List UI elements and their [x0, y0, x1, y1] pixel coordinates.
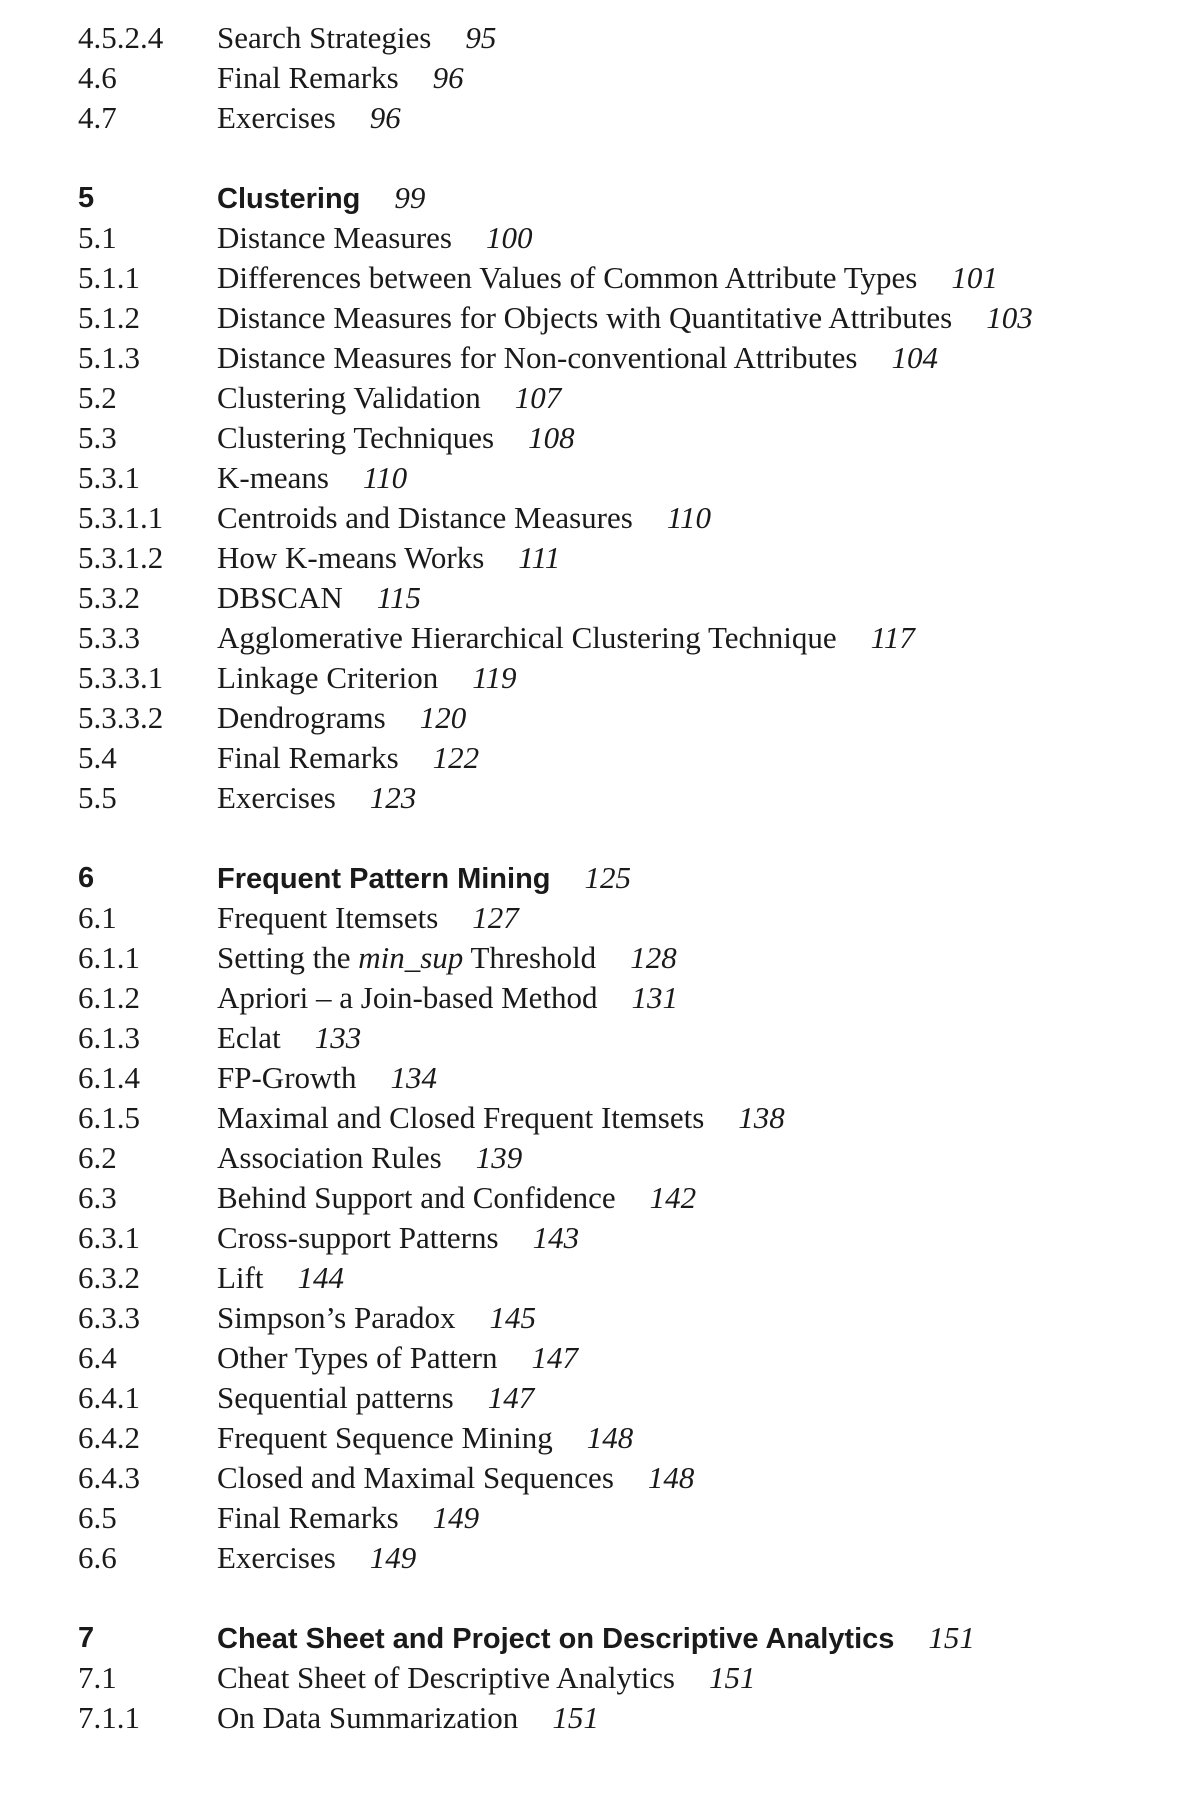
toc-entry-number: 5.3.1 — [78, 460, 140, 495]
toc-entry-title: Simpson’s Paradox — [217, 1300, 456, 1335]
toc-chapter-page: 151 — [928, 1620, 975, 1655]
toc-entry-number: 4.5.2.4 — [78, 20, 164, 55]
toc-entry[interactable] — [0, 18, 1203, 58]
toc-entry-title: How K-means Works — [217, 540, 485, 575]
toc-entry-page: 95 — [465, 20, 497, 55]
toc-entry-page: 107 — [514, 380, 562, 415]
toc-entry-page: 120 — [419, 700, 467, 735]
toc-chapter-title: Clustering — [217, 183, 361, 215]
toc-entry[interactable] — [0, 218, 1203, 258]
toc-entry[interactable] — [0, 1178, 1203, 1218]
toc-entry-page: 96 — [369, 100, 401, 135]
toc-entry-title: Clustering Validation — [217, 380, 481, 415]
toc-entry-number: 7.1.1 — [78, 1700, 140, 1735]
toc-entry[interactable] — [0, 618, 1203, 658]
toc-entry-page: 143 — [532, 1220, 580, 1255]
toc-entry[interactable] — [0, 1498, 1203, 1538]
toc-entry-page: 148 — [647, 1460, 695, 1495]
toc-entry-page: 110 — [362, 460, 408, 495]
toc-entry-title: Distance Measures for Objects with Quantitative Attributes — [217, 300, 953, 335]
toc-entry-page: 144 — [297, 1260, 344, 1295]
toc-entry-page: 128 — [630, 940, 677, 975]
toc-entry-title: Differences between Values of Common Attribute Types — [217, 260, 918, 295]
toc-entry-title: Exercises — [217, 1540, 336, 1575]
toc-entry-title: DBSCAN — [217, 580, 343, 615]
toc-entry[interactable] — [0, 338, 1203, 378]
toc-entry-number: 4.6 — [78, 60, 117, 95]
toc-entry-number: 5.1.3 — [78, 340, 140, 375]
toc-entry[interactable] — [0, 1338, 1203, 1378]
toc-entry-page: 100 — [486, 220, 533, 255]
toc-entry-page: 123 — [369, 780, 417, 815]
toc-entry-page: 108 — [528, 420, 575, 455]
toc-entry-title-part: Setting the — [217, 940, 359, 975]
toc-entry-title: Maximal and Closed Frequent Itemsets — [217, 1100, 705, 1135]
toc-chapter-title: Frequent Pattern Mining — [217, 863, 551, 895]
toc-entry-title: Other Types of Pattern — [217, 1340, 498, 1375]
toc-entry-title: Exercises — [217, 780, 336, 815]
toc-entry-number: 6.3.2 — [78, 1260, 140, 1295]
toc-entry-title: Centroids and Distance Measures — [217, 500, 633, 535]
toc-entry-number: 5.3.1.1 — [78, 500, 164, 535]
toc-entry-page: 139 — [475, 1140, 523, 1175]
toc-entry-page: 133 — [314, 1020, 362, 1055]
toc-entry-title: Search Strategies — [217, 20, 432, 55]
toc-entry-number: 6.3 — [78, 1180, 117, 1215]
toc-entry-page: 142 — [649, 1180, 697, 1215]
toc-entry-title: Frequent Itemsets — [217, 900, 439, 935]
toc-entry-number: 6.1.3 — [78, 1020, 140, 1055]
toc-entry-number: 5.4 — [78, 740, 117, 775]
toc-entry-page: 104 — [891, 340, 938, 375]
toc-entry-title: Final Remarks — [217, 740, 399, 775]
toc-entry-title-emphasis: min_sup — [358, 940, 464, 975]
toc-entry-page: 117 — [870, 620, 915, 655]
toc-entry-title: Eclat — [217, 1020, 281, 1055]
toc-entry[interactable] — [0, 1218, 1203, 1258]
toc-entry[interactable] — [0, 1018, 1203, 1058]
toc-entry-page: 115 — [376, 580, 421, 615]
toc-entry-title: Association Rules — [217, 1140, 442, 1175]
toc-entry[interactable] — [0, 738, 1203, 778]
toc-entry-number: 6.1.2 — [78, 980, 140, 1015]
toc-entry-page: 131 — [631, 980, 679, 1015]
toc-entry-number: 6.1 — [78, 900, 117, 935]
toc-entry-number: 5.2 — [78, 380, 117, 415]
toc-entry-number: 4.7 — [78, 100, 117, 135]
toc-entry-title: Frequent Sequence Mining — [217, 1420, 553, 1455]
toc-entry-page: 147 — [531, 1340, 578, 1375]
toc-entry-number: 6.4.2 — [78, 1420, 140, 1455]
toc-entry-page: 149 — [369, 1540, 417, 1575]
toc-entry[interactable] — [0, 1658, 1203, 1698]
toc-entry-title: Distance Measures for Non-conventional Attributes — [217, 340, 858, 375]
toc-entry-number: 5.1.1 — [78, 260, 140, 295]
toc-entry[interactable] — [0, 1458, 1203, 1498]
toc-entry-number: 6.6 — [78, 1540, 117, 1575]
toc-entry-number: 6.5 — [78, 1500, 117, 1535]
toc-entry-title: Lift — [217, 1260, 264, 1295]
toc-entry-page: 127 — [472, 900, 519, 935]
toc-entry[interactable] — [0, 458, 1203, 498]
toc-entry[interactable] — [0, 1098, 1203, 1138]
toc-chapter-heading[interactable] — [0, 858, 1203, 898]
toc-entry-title: Agglomerative Hierarchical Clustering Technique — [217, 620, 837, 655]
toc-chapter-heading[interactable] — [0, 1618, 1203, 1658]
toc-entry[interactable] — [0, 418, 1203, 458]
toc-entry-title-part: Threshold — [463, 940, 597, 975]
toc-entry[interactable] — [0, 778, 1203, 818]
toc-chapter-page: 125 — [584, 860, 631, 895]
toc-entry-number: 6.4 — [78, 1340, 117, 1375]
toc-entry-number: 6.1.5 — [78, 1100, 140, 1135]
toc-entry-number: 5.3.3.2 — [78, 700, 164, 735]
toc-entry-title: Closed and Maximal Sequences — [217, 1460, 614, 1495]
toc-entry[interactable] — [0, 258, 1203, 298]
toc-entry-page: 122 — [432, 740, 480, 775]
toc-entry-number: 5.1.2 — [78, 300, 140, 335]
toc-entry-number: 5.3.1.2 — [78, 540, 164, 575]
toc-entry-title: Final Remarks — [217, 60, 399, 95]
toc-entry-number: 5.1 — [78, 220, 117, 255]
toc-entry[interactable] — [0, 898, 1203, 938]
toc-chapter-title: Cheat Sheet and Project on Descriptive Analytics — [217, 1623, 895, 1655]
toc-entry-number: 5.3.3.1 — [78, 660, 164, 695]
toc-entry-page: 148 — [586, 1420, 634, 1455]
toc-entry-title: Sequential patterns — [217, 1380, 454, 1415]
toc-chapter-heading[interactable] — [0, 178, 1203, 218]
toc-entry-title: Dendrograms — [217, 700, 386, 735]
toc-entry-title: Clustering Techniques — [217, 420, 495, 455]
toc-entry-page: 111 — [518, 540, 561, 575]
toc-entry[interactable] — [0, 1418, 1203, 1458]
toc-entry[interactable] — [0, 1058, 1203, 1098]
toc-entry-number: 6.4.1 — [78, 1380, 140, 1415]
toc-entry-title: FP-Growth — [217, 1060, 357, 1095]
toc-entry-page: 138 — [738, 1100, 785, 1135]
toc-entry-page: 101 — [951, 260, 998, 295]
toc-entry[interactable] — [0, 698, 1203, 738]
toc-entry-page: 103 — [986, 300, 1033, 335]
toc-entry-page: 147 — [487, 1380, 535, 1415]
toc-entry[interactable] — [0, 1298, 1203, 1338]
toc-entry[interactable] — [0, 1258, 1203, 1298]
toc-entry[interactable] — [0, 658, 1203, 698]
toc-entry[interactable] — [0, 578, 1203, 618]
toc-entry[interactable] — [0, 58, 1203, 98]
toc-entry-number: 5.3.2 — [78, 580, 140, 615]
toc-entry[interactable] — [0, 1138, 1203, 1178]
toc-entry-number: 6.1.1 — [78, 940, 140, 975]
toc-entry[interactable] — [0, 978, 1203, 1018]
toc-entry-title: K-means — [217, 460, 329, 495]
toc-entry-page: 145 — [489, 1300, 537, 1335]
table-of-contents — [0, 18, 1203, 1738]
toc-entry-page: 151 — [552, 1700, 599, 1735]
toc-entry[interactable] — [0, 298, 1203, 338]
toc-entry[interactable] — [0, 378, 1203, 418]
toc-entry-number: 6.1.4 — [78, 1060, 140, 1095]
toc-entry-page: 96 — [432, 60, 464, 95]
toc-entry-title: Final Remarks — [217, 1500, 399, 1535]
toc-entry-page: 119 — [472, 660, 517, 695]
toc-entry[interactable] — [0, 498, 1203, 538]
toc-entry-number: 5.3 — [78, 420, 117, 455]
toc-entry-title: Cheat Sheet of Descriptive Analytics — [217, 1660, 675, 1695]
toc-entry-title: Behind Support and Confidence — [217, 1180, 616, 1215]
toc-entry[interactable] — [0, 1538, 1203, 1578]
toc-entry-title: Exercises — [217, 100, 336, 135]
toc-entry-title: Apriori – a Join-based Method — [217, 980, 598, 1015]
toc-entry-number: 6.2 — [78, 1140, 117, 1175]
toc-entry-title: On Data Summarization — [217, 1700, 519, 1735]
toc-entry-page: 149 — [432, 1500, 480, 1535]
toc-entry-page: 110 — [666, 500, 712, 535]
toc-entry-page: 151 — [709, 1660, 756, 1695]
toc-entry[interactable] — [0, 1698, 1203, 1738]
toc-chapter-number: 6 — [78, 862, 95, 894]
toc-entry-number: 6.4.3 — [78, 1460, 140, 1495]
toc-entry-title — [217, 940, 596, 975]
toc-entry[interactable] — [0, 98, 1203, 138]
toc-entry-title: Distance Measures — [217, 220, 452, 255]
toc-entry-title: Cross-support Patterns — [217, 1220, 499, 1255]
toc-entry[interactable] — [0, 938, 1203, 978]
toc-entry-number: 7.1 — [78, 1660, 117, 1695]
toc-entry-title: Linkage Criterion — [217, 660, 439, 695]
toc-entry-number: 5.3.3 — [78, 620, 140, 655]
toc-entry-number: 6.3.3 — [78, 1300, 140, 1335]
toc-chapter-number: 7 — [78, 1622, 95, 1654]
toc-chapter-number: 5 — [78, 182, 95, 214]
toc-entry[interactable] — [0, 538, 1203, 578]
toc-entry[interactable] — [0, 1378, 1203, 1418]
toc-entry-number: 5.5 — [78, 780, 117, 815]
toc-entry-number: 6.3.1 — [78, 1220, 140, 1255]
toc-chapter-page: 99 — [394, 180, 426, 215]
toc-entry-page: 134 — [390, 1060, 438, 1095]
